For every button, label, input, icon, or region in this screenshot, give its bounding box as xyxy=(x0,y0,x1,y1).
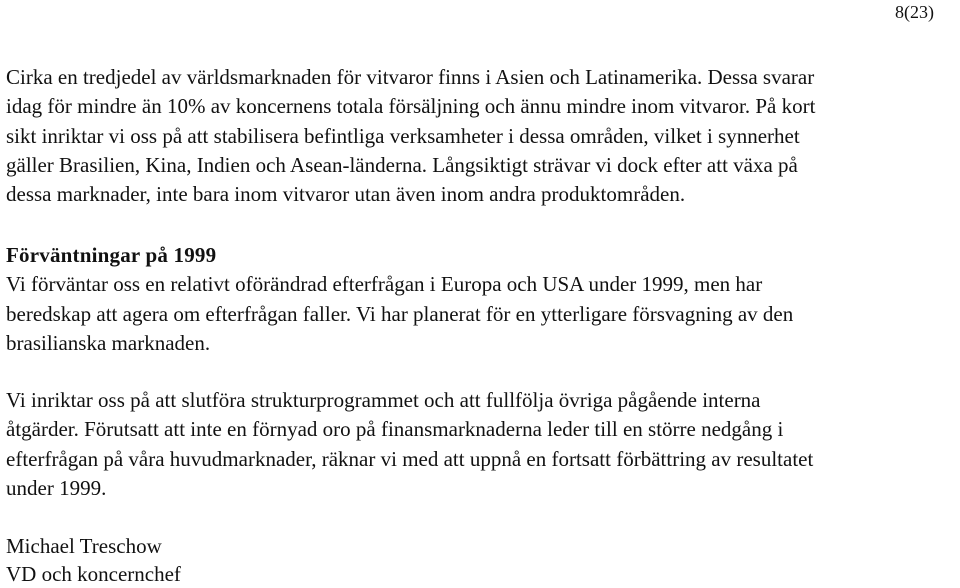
expectations-line-2: beredskap att agera om efterfrågan faller. Vi har planerat för en ytterligare försvagning av den xyxy=(6,301,794,326)
actions-line-1: Vi inriktar oss på att slutföra strukturprogrammet och att fullfölja övriga pågående interna xyxy=(6,388,761,412)
actions-line-2: åtgärder. Förutsatt att inte en förnyad oro på finansmarknaderna leder till en större nedgång i xyxy=(6,417,784,442)
signature-block xyxy=(6,532,954,588)
expectations-line-3: brasilianska marknaden. xyxy=(6,330,211,355)
intro-line-1: Cirka en tredjedel av världsmarknaden för vitvaror finns i Asien och Latinamerika. Dessa svarar xyxy=(6,65,815,89)
actions-line-4: under 1999. xyxy=(6,475,107,500)
signature-title: VD och koncernchef xyxy=(6,562,181,586)
actions-line-3: efterfrågan på våra huvudmarknader, räknar vi med att uppnå en fortsatt förbättring av resultatet xyxy=(6,446,814,471)
expectations-line-1: Vi förväntar oss en relativt oförändrad efterfrågan i Europa och USA under 1999, men har xyxy=(6,272,763,297)
intro-line-2: idag för mindre än 10% av koncernens totala försäljning och ännu mindre inom vitvaror. På kort xyxy=(6,94,816,119)
intro-paragraph xyxy=(6,63,954,209)
expectations-heading: Förväntningar på 1999 xyxy=(6,243,217,267)
intro-line-4: gäller Brasilien, Kina, Indien och Asean-länderna. Långsiktigt strävar vi dock efter att växa på xyxy=(6,152,798,177)
actions-paragraph xyxy=(6,386,954,503)
page-number: 8(23) xyxy=(895,2,934,22)
expectations-section xyxy=(6,241,954,358)
intro-line-5: dessa marknader, inte bara inom vitvaror utan även inom andra produktområden. xyxy=(6,182,686,207)
intro-line-3: sikt inriktar vi oss på att stabilisera befintliga verksamheter i dessa områden, vilket i synnerhet xyxy=(6,123,800,148)
signature-name: Michael Treschow xyxy=(6,534,162,558)
